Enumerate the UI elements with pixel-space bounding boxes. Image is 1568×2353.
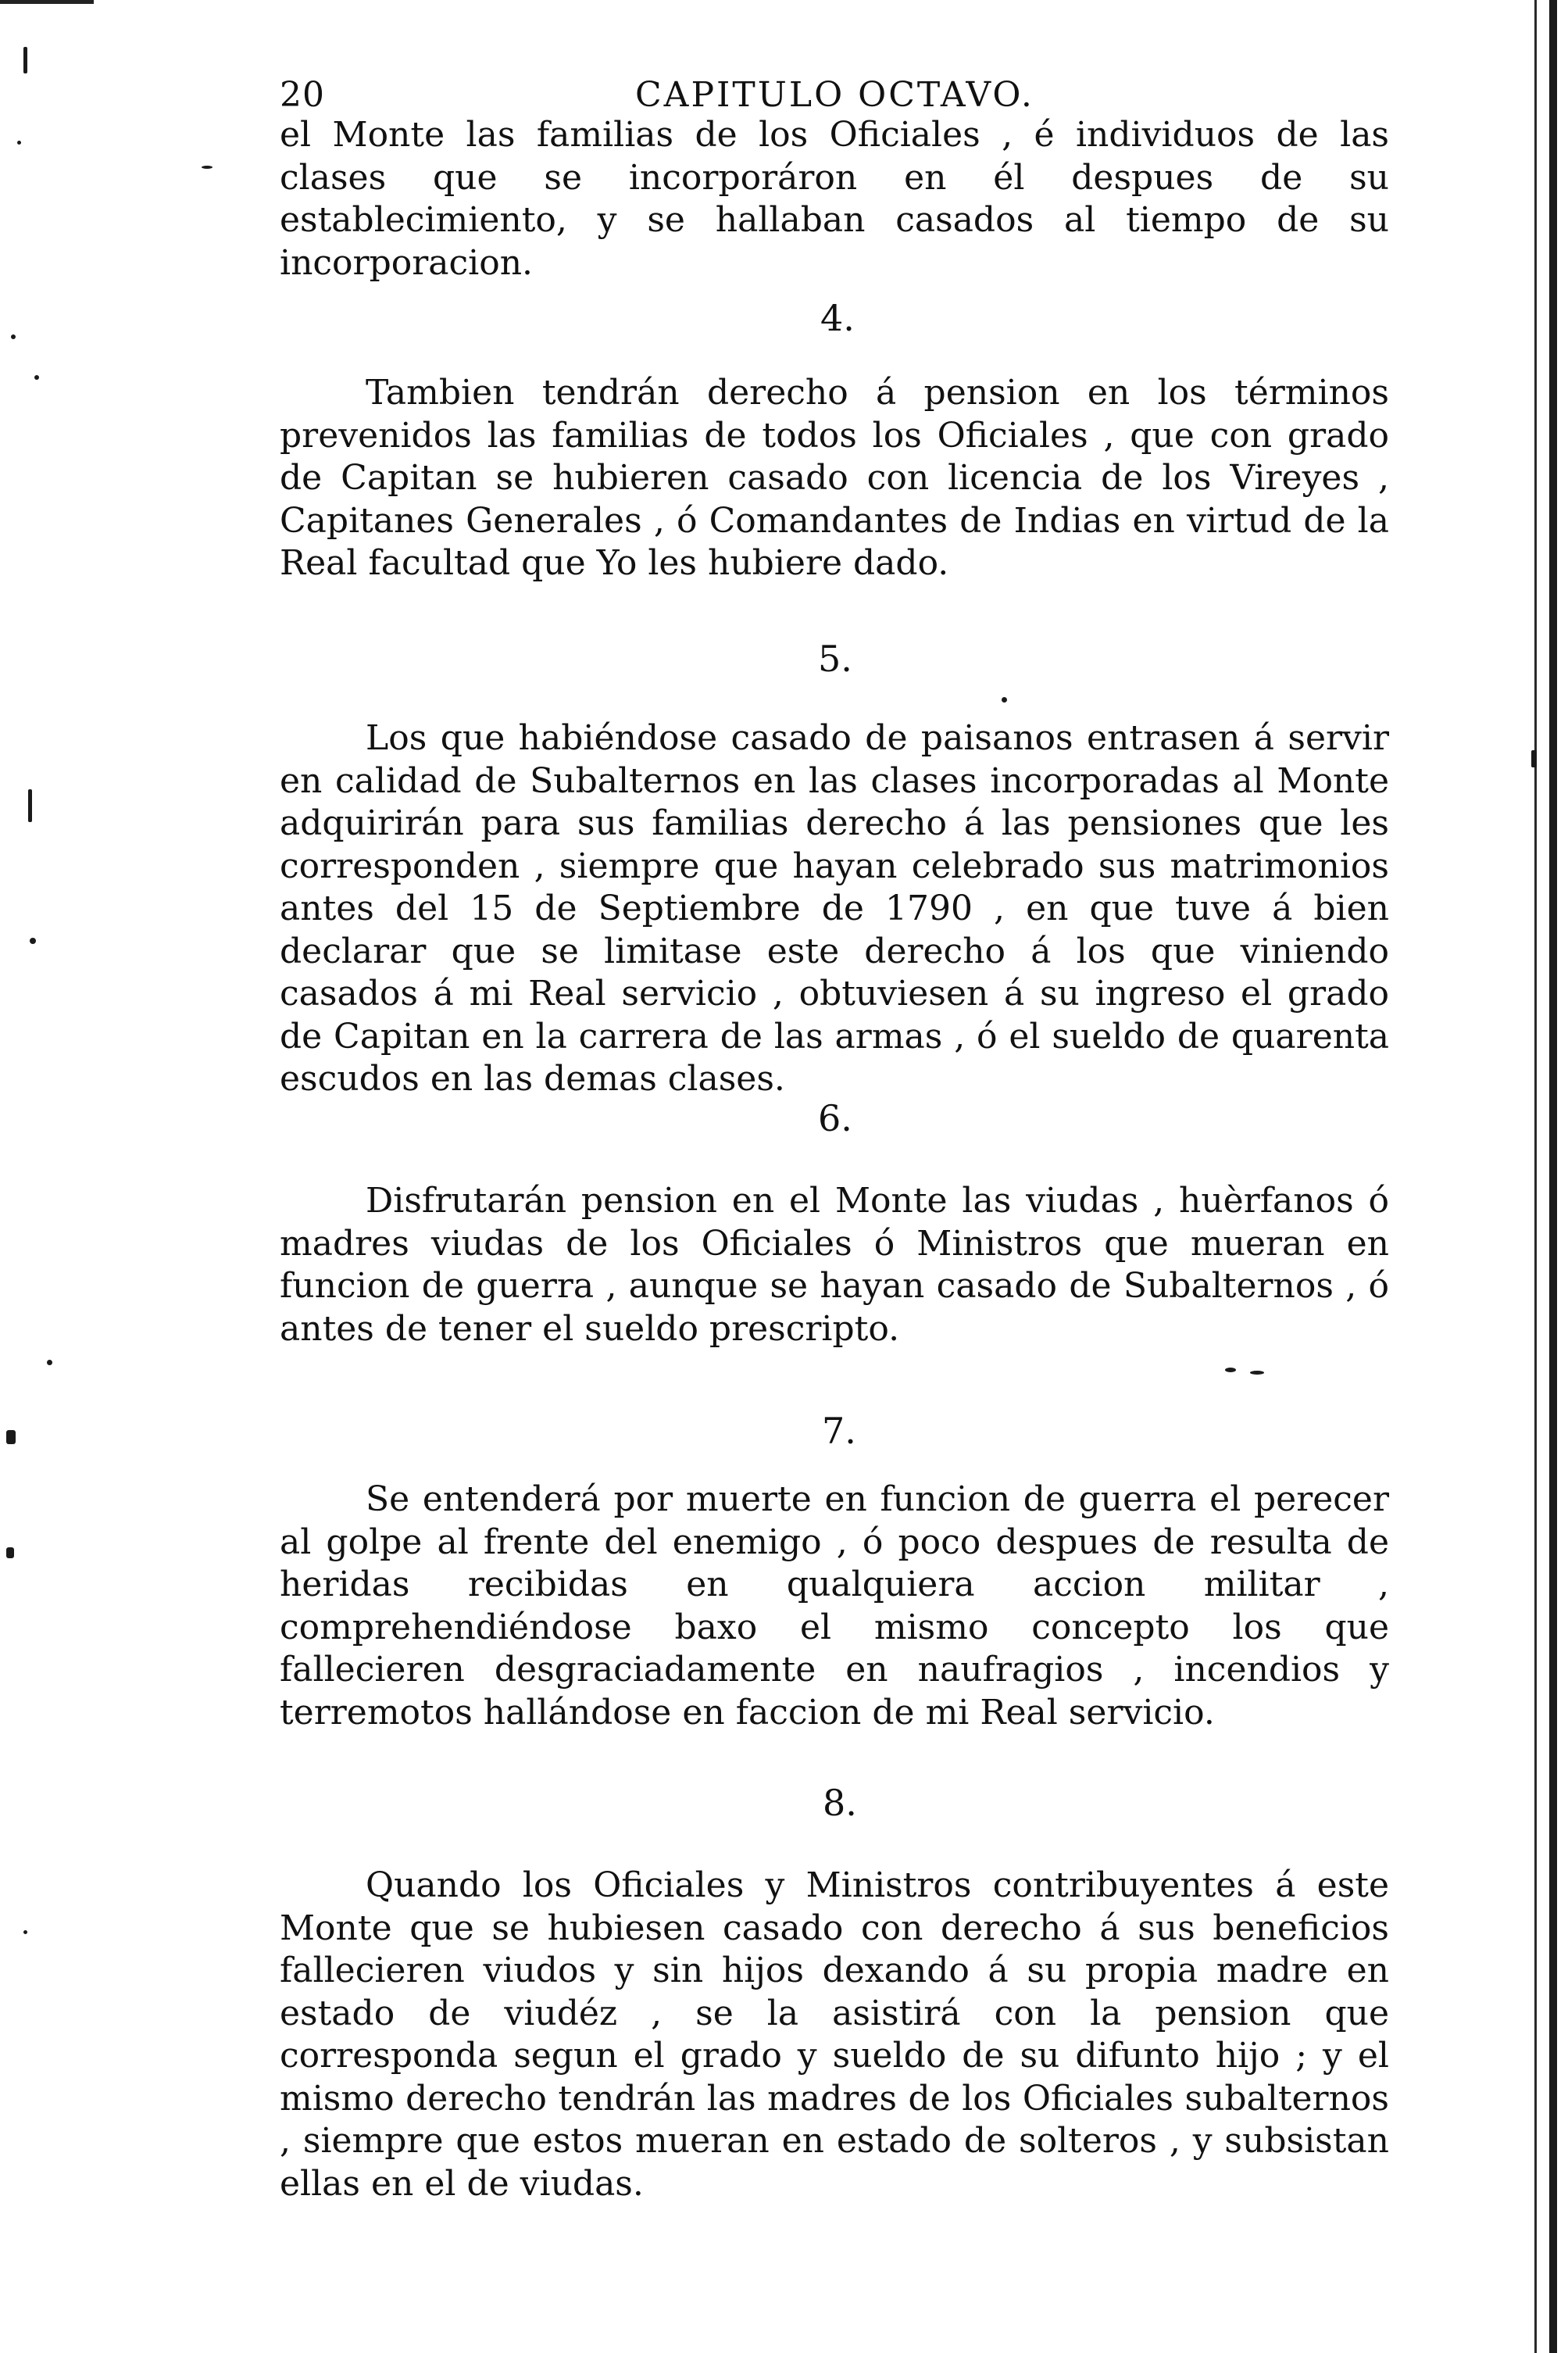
scan-speck — [30, 938, 36, 944]
scan-edge-right — [1549, 0, 1557, 2353]
chapter-title: CAPITULO OCTAVO. — [635, 75, 1034, 115]
paragraph-section-5: Los que habiéndose casado de paisanos entrasen á servir en calidad de Subalternos en las clases incorporadas al Monte adquirirán para sus familias derecho á las pensiones que les corresponden , siempre que hayan celebrado sus matrimonios antes del 15 de Septiembre de 1790 , en que tuve á bien declarar que se limitase este derecho á los que viniendo casados á mi Real servicio , obtuviesen á su ingreso el grado de Capitan en la carrera de las armas , ó el sueldo de quarenta escudos en las demas clases. — [280, 718, 1389, 1099]
scan-speck — [28, 789, 32, 822]
scan-speck — [23, 47, 27, 73]
scan-speck — [6, 1547, 14, 1558]
scan-speck — [1002, 697, 1007, 703]
paragraph-section-8: Quando los Oficiales y Ministros contribuyentes á este Monte que se hubiesen casado con derecho á sus beneficios fallecieren viudos y sin hijos dexando á su propia madre en estado de viudéz , se la asistirá con la pension que corresponda segun el grado y sueldo de su difunto hijo ; y el mismo derecho tendrán las madres de los Oficiales subalternos , siempre que estos mueran en estado de solteros , y subsistan ellas en el de viudas. — [280, 1865, 1389, 2204]
scan-speck — [11, 334, 16, 339]
scan-speck — [34, 375, 39, 380]
paragraph-section-6: Disfrutarán pension en el Monte las viudas , huèrfanos ó madres viudas de los Oficiales ó Ministros que mueran en funcion de guerra , aunque se hayan casado de Subalternos , ó antes de tener el sueldo prescripto. — [280, 1181, 1389, 1349]
paragraph-section-7: Se entenderá por muerte en funcion de guerra el perecer al golpe al frente del enemigo , ó poco despues de resulta de heridas recibidas en qualquiera accion militar , comprehendiéndose baxo el mismo concepto los que fallecieren desgraciadamente en naufragios , incendios y terremotos hallándose en faccion de mi Real servicio. — [280, 1479, 1389, 1733]
scan-speck — [1225, 1368, 1236, 1372]
paragraph-section-4: Tambien tendrán derecho á pension en los términos prevenidos las familias de todos los Oficiales , que con grado de Capitan se hubieren casado con licencia de los Vireyes , Capitanes Generales , ó Comandantes de Indias en virtud de la Real facultad que Yo les hubiere dado. — [280, 373, 1389, 583]
scan-speck — [47, 1360, 52, 1365]
scan-speck — [202, 166, 213, 169]
section-number-6: 6. — [818, 1097, 852, 1139]
scan-speck — [6, 1430, 16, 1444]
paragraph-continuation: el Monte las familias de los Oficiales , é individuos de las clases que se incorporáron en él despues de su establecimiento, y se hallaban casados al tiempo de su incorporacion. — [280, 115, 1389, 283]
scan-edge-right-line — [1534, 0, 1537, 2353]
section-number-8: 8. — [823, 1782, 857, 1824]
section-number-5: 5. — [818, 638, 852, 680]
scan-edge-top — [0, 0, 94, 4]
scan-speck — [1250, 1371, 1264, 1375]
section-number-4: 4. — [820, 297, 855, 339]
page-number: 20 — [280, 75, 325, 115]
section-number-7: 7. — [822, 1410, 856, 1452]
scan-speck — [23, 1930, 27, 1934]
scan-speck — [17, 141, 21, 145]
scan-speck — [1531, 750, 1537, 767]
